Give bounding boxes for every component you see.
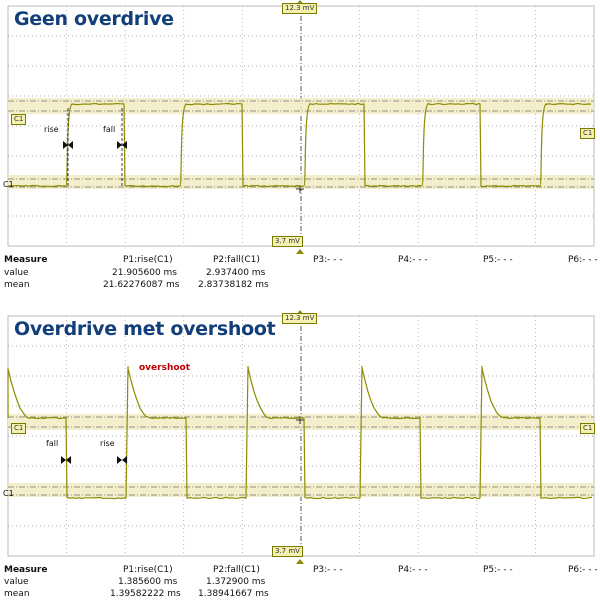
scale-bottom-tag: 3.7 mV <box>272 236 303 247</box>
measure-row-label: mean <box>4 280 30 290</box>
measure-col-p2: P2:fall(C1) <box>213 255 260 265</box>
scope-panel-2 <box>0 310 600 600</box>
measure-header: Measure <box>4 255 48 265</box>
measure-value-p1: 1.385600 ms <box>118 577 178 587</box>
measure-mean-p2: 2.83738182 ms <box>198 280 269 290</box>
measure-col-p3: P3:- - - <box>313 255 343 265</box>
measure-col-p1: P1:rise(C1) <box>123 565 173 575</box>
annotation-fall: fall <box>46 439 59 448</box>
scale-bottom-tag: 3.7 mV <box>272 546 303 557</box>
annotation-rise: rise <box>44 125 59 134</box>
measure-header: Measure <box>4 565 48 575</box>
scale-top-tag: 12.3 mV <box>282 313 317 324</box>
level-band-high <box>8 414 594 430</box>
channel-marker-right: C1 <box>580 423 595 434</box>
measure-mean-p2: 1.38941667 ms <box>198 589 269 599</box>
measure-value-p2: 1.372900 ms <box>206 577 266 587</box>
signal-trace <box>8 366 592 499</box>
measure-mean-p1: 1.39582222 ms <box>110 589 181 599</box>
channel-marker-right: C1 <box>580 128 595 139</box>
panel-title: Geen overdrive <box>14 8 174 30</box>
edge-marker-arrow <box>117 141 122 149</box>
measure-row-label: value <box>4 577 29 587</box>
measure-value-p1: 21.905600 ms <box>112 268 177 278</box>
trigger-marker-bottom <box>296 559 304 564</box>
channel-label: C1 <box>3 489 14 498</box>
measure-col-p6: P6:- - - <box>568 255 598 265</box>
overshoot-label: overshoot <box>139 363 191 373</box>
annotation-fall: fall <box>103 125 116 134</box>
measure-col-p3: P3:- - - <box>313 565 343 575</box>
edge-marker-arrow <box>61 456 66 464</box>
channel-label: C1 <box>3 180 14 189</box>
edge-marker-arrow <box>117 456 122 464</box>
scale-top-tag: 12.3 mV <box>282 3 317 14</box>
measure-col-p1: P1:rise(C1) <box>123 255 173 265</box>
measure-col-p5: P5:- - - <box>483 565 513 575</box>
measure-row-label: value <box>4 268 29 278</box>
annotation-rise: rise <box>100 439 115 448</box>
edge-marker-arrow <box>68 141 73 149</box>
edge-marker-arrow <box>122 456 127 464</box>
measure-col-p5: P5:- - - <box>483 255 513 265</box>
signal-trace <box>8 103 591 186</box>
channel-marker-left: C1 <box>11 114 26 125</box>
measure-col-p6: P6:- - - <box>568 565 598 575</box>
measure-mean-p1: 21.62276087 ms <box>103 280 180 290</box>
measure-col-p4: P4:- - - <box>398 255 428 265</box>
measure-col-p2: P2:fall(C1) <box>213 565 260 575</box>
measure-row-label: mean <box>4 589 30 599</box>
level-band-high <box>8 98 594 114</box>
panel-title: Overdrive met overshoot <box>14 318 276 340</box>
trigger-marker-bottom <box>296 249 304 254</box>
measure-col-p4: P4:- - - <box>398 565 428 575</box>
measure-value-p2: 2.937400 ms <box>206 268 266 278</box>
channel-marker-left: C1 <box>11 423 26 434</box>
